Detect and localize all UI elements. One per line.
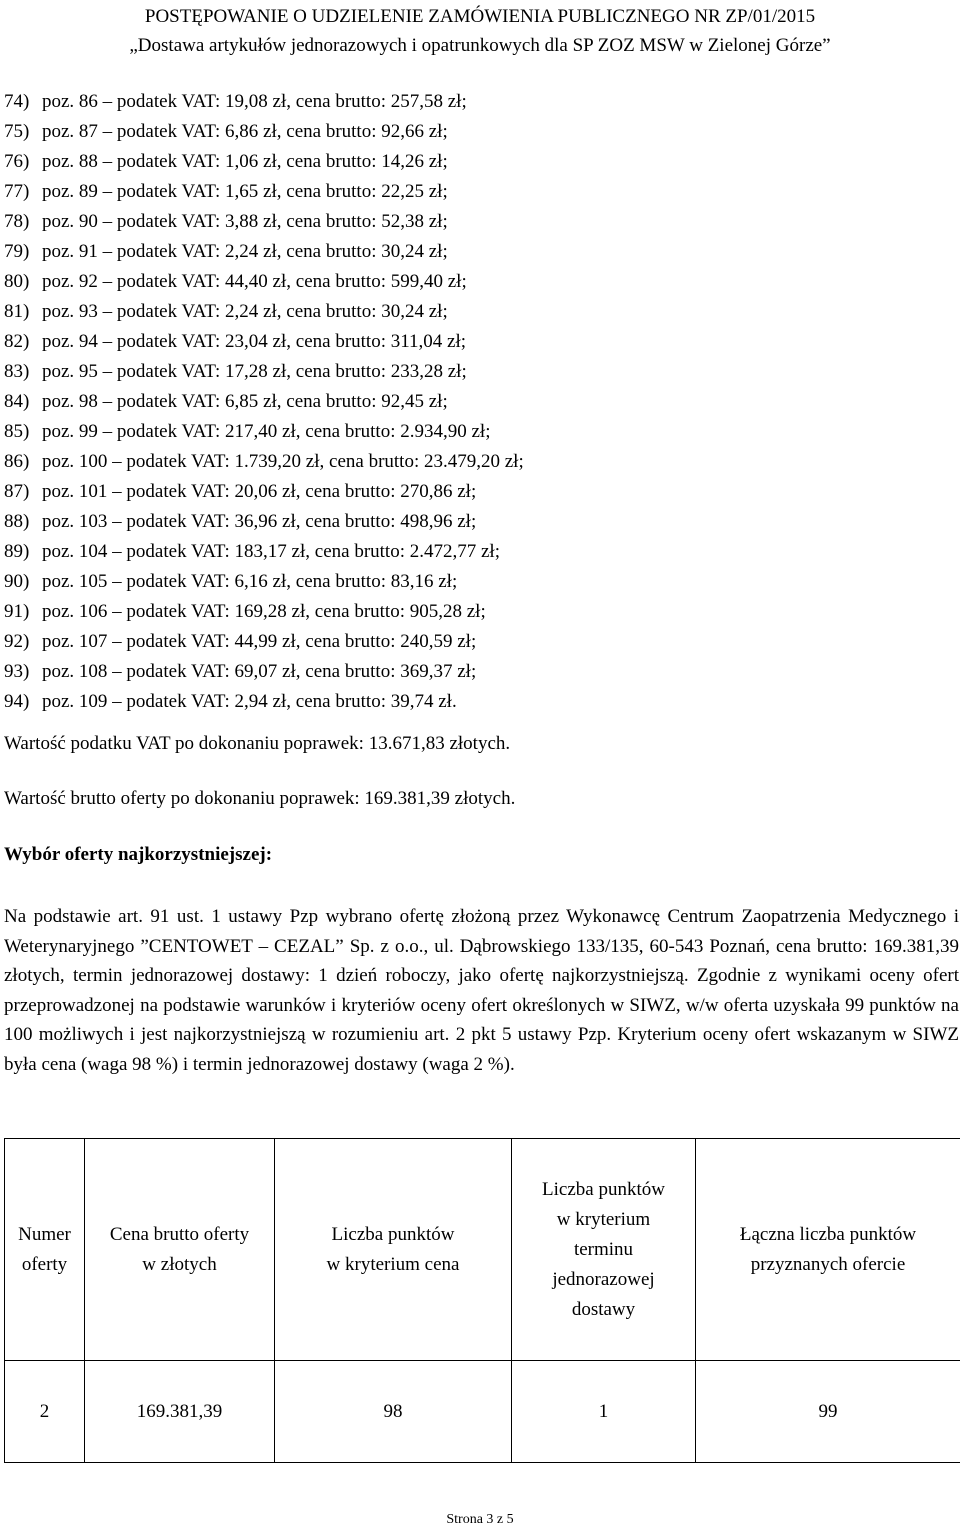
list-item-number: 87) [4,481,30,502]
list-item-number: 92) [4,631,30,652]
list-item-number: 93) [4,661,30,682]
table-header-line: dostawy [571,1298,636,1320]
list-item-number: 75) [4,121,30,142]
list-item-text: poz. 106 – podatek VAT: 169,28 zł, cena brutto: 905,28 zł; [42,601,486,622]
table-cell: 169.381,39 [85,1361,275,1463]
header-subtitle: „Dostawa artykułów jednorazowych i opatrunkowych dla SP ZOZ MSW w Zielonej Górze” [129,35,831,56]
list-item-number: 81) [4,301,30,322]
list-item-text: poz. 86 – podatek VAT: 19,08 zł, cena brutto: 257,58 zł; [42,91,467,112]
list-item-text: poz. 94 – podatek VAT: 23,04 zł, cena brutto: 311,04 zł; [42,331,467,352]
list-item [4,87,944,117]
list-item-text: poz. 107 – podatek VAT: 44,99 zł, cena brutto: 240,59 zł; [42,631,477,652]
list-item [4,477,944,507]
list-item-text: poz. 92 – podatek VAT: 44,40 zł, cena brutto: 599,40 zł; [42,271,467,292]
table-header-line: w kryterium cena [326,1253,460,1275]
table-header-line: jednorazowej [552,1268,655,1290]
list-item [4,687,944,717]
list-item [4,627,944,657]
list-item [4,507,944,537]
table-header-line: Numer [18,1223,71,1245]
list-item-text: poz. 90 – podatek VAT: 3,88 zł, cena brutto: 52,38 zł; [42,211,448,232]
document-header [0,2,960,60]
list-item-text: poz. 98 – podatek VAT: 6,85 zł, cena brutto: 92,45 zł; [42,391,448,412]
list-item [4,207,944,237]
table-header-line: w złotych [142,1253,217,1275]
header-title: POSTĘPOWANIE O UDZIELENIE ZAMÓWIENIA PUBLICZNEGO NR ZP/01/2015 [144,6,816,27]
table-header-cell [275,1139,512,1361]
list-item-text: poz. 100 – podatek VAT: 1.739,20 zł, cena brutto: 23.479,20 zł; [42,451,524,472]
list-item [4,537,944,567]
list-item-text: poz. 89 – podatek VAT: 1,65 zł, cena brutto: 22,25 zł; [42,181,448,202]
list-item-text: poz. 101 – podatek VAT: 20,06 zł, cena brutto: 270,86 zł; [42,481,477,502]
selection-heading: Wybór oferty najkorzystniejszej: [4,844,273,865]
table-row [5,1361,960,1463]
table-header-cell [512,1139,696,1361]
list-item-number: 90) [4,571,30,592]
table-cell: 99 [696,1361,960,1463]
selection-paragraph: Na podstawie art. 91 ust. 1 ustawy Pzp wybrano ofertę złożoną przez Wykonawcę Centrum Zaopatrzenia Medycznego i Weterynaryjnego ”CENTOWET – CEZAL” Sp. z o.o., ul. Dąbrowskiego 133/135, 60-543 Poznań, cena brutto: 169.381,39 złotych, termin jednorazowej dostawy: 1 dzień roboczy, jako ofertę najkorzystniejszą. Zgodnie z wynikami oceny ofert przeprowadzonej na podstawie warunków i kryteriów oceny ofert określonych w SIWZ, w/w oferta uzyskała 99 punktów na 100 możliwych i jest najkorzystniejszą w rozumieniu art. 2 pkt 5 ustawy Pzp. Kryterium oceny ofert wskazanym w SIWZ była cena (waga 98 %) i termin jednorazowej dostawy (waga 2 %). [4,906,959,1075]
list-item-number: 74) [4,91,30,112]
list-item-text: poz. 104 – podatek VAT: 183,17 zł, cena brutto: 2.472,77 zł; [42,541,500,562]
list-item-text: poz. 88 – podatek VAT: 1,06 zł, cena brutto: 14,26 zł; [42,151,448,172]
list-item [4,147,944,177]
correction-list [4,87,944,717]
list-item-text: poz. 109 – podatek VAT: 2,94 zł, cena brutto: 39,74 zł. [42,691,457,712]
list-item-number: 80) [4,271,30,292]
table-cell: 98 [275,1361,512,1463]
list-item-number: 77) [4,181,30,202]
table-header-line: Cena brutto oferty [109,1223,250,1245]
list-item [4,267,944,297]
table-header-line: Liczba punktów [331,1223,455,1245]
table-header-row [5,1139,960,1361]
list-item [4,117,944,147]
list-item-text: poz. 105 – podatek VAT: 6,16 zł, cena brutto: 83,16 zł; [42,571,458,592]
table-header-cell [5,1139,85,1361]
list-item-number: 94) [4,691,30,712]
list-item [4,567,944,597]
gross-summary: Wartość brutto oferty po dokonaniu poprawek: 169.381,39 złotych. [4,788,516,809]
list-item-number: 89) [4,541,30,562]
results-table [4,1138,960,1463]
list-item-text: poz. 91 – podatek VAT: 2,24 zł, cena brutto: 30,24 zł; [42,241,448,262]
list-item [4,417,944,447]
list-item [4,237,944,267]
list-item-number: 76) [4,151,30,172]
list-item [4,447,944,477]
table-cell: 2 [5,1361,85,1463]
table-header-line: oferty [21,1253,68,1275]
table-header-line: przyznanych ofercie [750,1253,906,1275]
table-header-cell [85,1139,275,1361]
list-item [4,297,944,327]
list-item-number: 91) [4,601,30,622]
list-item-number: 86) [4,451,30,472]
list-item-text: poz. 87 – podatek VAT: 6,86 zł, cena brutto: 92,66 zł; [42,121,448,142]
page-footer: Strona 3 z 5 [446,1512,514,1527]
table-header-line: Łączna liczba punktów [739,1223,917,1245]
list-item-number: 78) [4,211,30,232]
table-header-line: terminu [573,1238,634,1260]
table-cell: 1 [512,1361,696,1463]
list-item [4,327,944,357]
list-item-number: 79) [4,241,30,262]
vat-summary: Wartość podatku VAT po dokonaniu poprawek: 13.671,83 złotych. [4,733,511,754]
list-item-number: 84) [4,391,30,412]
list-item [4,177,944,207]
list-item-text: poz. 99 – podatek VAT: 217,40 zł, cena brutto: 2.934,90 zł; [42,421,491,442]
list-item-number: 88) [4,511,30,532]
list-item [4,597,944,627]
list-item-text: poz. 93 – podatek VAT: 2,24 zł, cena brutto: 30,24 zł; [42,301,448,322]
table-header-line: w kryterium [556,1208,651,1230]
list-item-number: 85) [4,421,30,442]
list-item [4,657,944,687]
list-item-text: poz. 103 – podatek VAT: 36,96 zł, cena brutto: 498,96 zł; [42,511,477,532]
table-header-line: Liczba punktów [542,1178,665,1200]
list-item-number: 82) [4,331,30,352]
list-item-text: poz. 95 – podatek VAT: 17,28 zł, cena brutto: 233,28 zł; [42,361,467,382]
list-item [4,387,944,417]
list-item [4,357,944,387]
list-item-text: poz. 108 – podatek VAT: 69,07 zł, cena brutto: 369,37 zł; [42,661,477,682]
list-item-number: 83) [4,361,30,382]
table-header-cell [696,1139,960,1361]
